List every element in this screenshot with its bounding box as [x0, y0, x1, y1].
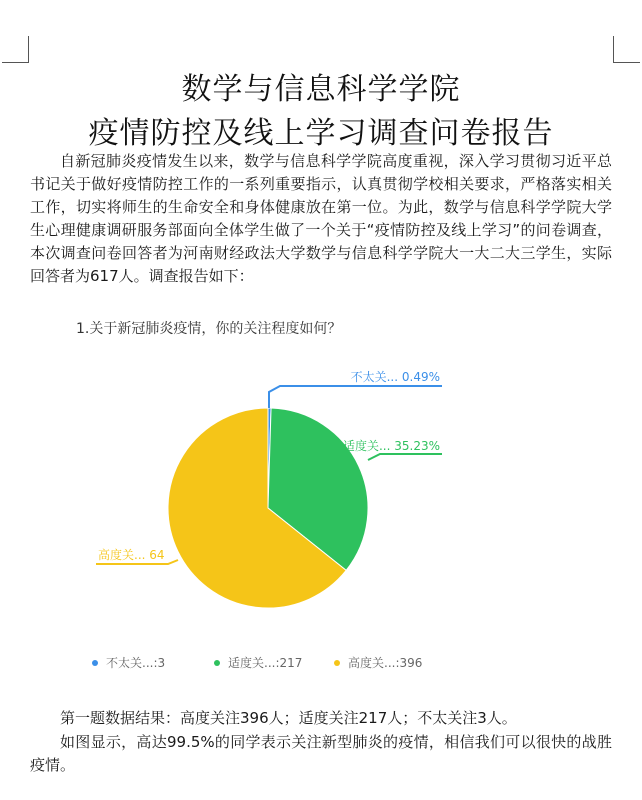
legend-label-moderate: 适度关...:217: [228, 656, 303, 670]
pie-leader-moderate: [368, 454, 442, 460]
legend-item-moderate[interactable]: [214, 654, 302, 671]
result-summary: 第一题数据结果：高度关注396人；适度关注217人；不太关注3人。: [60, 709, 517, 727]
pie-label-moderate: 适度关... 35.23%: [342, 439, 440, 453]
pie-leader-low: [269, 386, 442, 408]
conclusion-paragraph: 如图显示，高达99.5%的同学表示关注新型肺炎的疫情，相信我们可以很快的战胜疫情。: [30, 733, 612, 774]
chart-legend: [0, 654, 642, 674]
chart-title: 1.关于新冠肺炎疫情，你的关注程度如何？: [76, 321, 342, 337]
legend-item-high[interactable]: [334, 654, 422, 671]
legend-dot-moderate: [214, 660, 220, 666]
document-title-line-1: 数学与信息科学学院: [181, 72, 461, 107]
legend-item-low[interactable]: [92, 654, 165, 671]
legend-label-low: 不太关...:3: [106, 656, 166, 670]
intro-paragraph: 自新冠肺炎疫情发生以来，数学与信息科学学院高度重视，深入学习贯彻习近平总书记关于做好疫情防控工作的一系列重要指示，认真贯彻学校相关要求，严格落实相关工作，切实将师生的生命安全和身体健康放在第一位。为此，数学与信息科学学院大学生心理健康调研服务部面向全体学生做了一个关于“疫情防控及线上学习”的问卷调查，本次调查问卷回答者为河南财经政法大学数学与信息科学学院大一大二大三学生，实际回答者为617人。调查报告如下：: [30, 152, 612, 285]
pie-label-low: 不太关... 0.49%: [350, 370, 440, 384]
document-title-line-2: 疫情防控及线上学习调查问卷报告: [88, 116, 554, 151]
pie-chart: [0, 340, 642, 640]
legend-dot-high: [334, 660, 340, 666]
page-corner-mark-top-left: [2, 36, 29, 63]
legend-label-high: 高度关...:396: [348, 656, 423, 670]
legend-dot-low: [92, 660, 98, 666]
pie-label-high: 高度关... 64: [98, 548, 165, 562]
page-corner-mark-top-right: [613, 36, 640, 63]
